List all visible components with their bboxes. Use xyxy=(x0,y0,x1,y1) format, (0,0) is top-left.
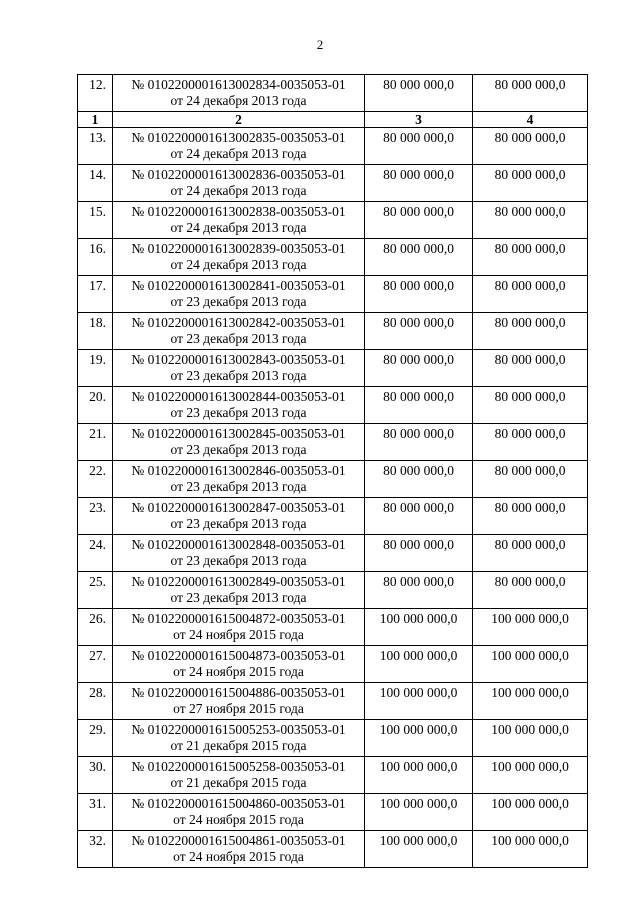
amount-col4: 80 000 000,0 xyxy=(473,498,588,535)
contract-cell xyxy=(113,609,365,646)
contract-cell xyxy=(113,461,365,498)
row-number: 24. xyxy=(78,535,113,572)
table-row xyxy=(78,461,588,498)
contract-cell xyxy=(113,239,365,276)
table-row xyxy=(78,202,588,239)
amount-col4: 100 000 000,0 xyxy=(473,683,588,720)
contract-cell xyxy=(113,128,365,165)
row-number: 19. xyxy=(78,350,113,387)
amount-col3: 100 000 000,0 xyxy=(365,609,473,646)
amount-col4: 80 000 000,0 xyxy=(473,75,588,112)
header-cell: 1 xyxy=(78,112,113,128)
amount-col4: 80 000 000,0 xyxy=(473,350,588,387)
contract-number: № 0102200001615004860-0035053-01 xyxy=(131,796,346,811)
amount-col4: 100 000 000,0 xyxy=(473,646,588,683)
row-number: 26. xyxy=(78,609,113,646)
row-number: 21. xyxy=(78,424,113,461)
contract-cell xyxy=(113,572,365,609)
row-number: 14. xyxy=(78,165,113,202)
amount-col3: 80 000 000,0 xyxy=(365,75,473,112)
contract-date: от 24 декабря 2013 года xyxy=(170,183,307,198)
header-cell: 2 xyxy=(113,112,365,128)
contract-cell xyxy=(113,424,365,461)
contract-cell xyxy=(113,276,365,313)
row-number: 17. xyxy=(78,276,113,313)
header-cell: 3 xyxy=(365,112,473,128)
amount-col3: 100 000 000,0 xyxy=(365,757,473,794)
contract-number: № 0102200001613002842-0035053-01 xyxy=(131,315,346,330)
contract-number: № 0102200001613002846-0035053-01 xyxy=(131,463,346,478)
table-row xyxy=(78,424,588,461)
amount-col3: 80 000 000,0 xyxy=(365,424,473,461)
amount-col3: 100 000 000,0 xyxy=(365,646,473,683)
row-number: 31. xyxy=(78,794,113,831)
row-number: 29. xyxy=(78,720,113,757)
table-row xyxy=(78,276,588,313)
contract-date: от 24 ноября 2015 года xyxy=(173,664,304,679)
contract-cell xyxy=(113,683,365,720)
page-number: 2 xyxy=(316,37,324,52)
row-number: 25. xyxy=(78,572,113,609)
amount-col4: 100 000 000,0 xyxy=(473,831,588,868)
table-row xyxy=(78,609,588,646)
contract-cell xyxy=(113,498,365,535)
amount-col4: 80 000 000,0 xyxy=(473,276,588,313)
amount-col3: 100 000 000,0 xyxy=(365,720,473,757)
table-row xyxy=(78,720,588,757)
row-number: 15. xyxy=(78,202,113,239)
amount-col3: 80 000 000,0 xyxy=(365,461,473,498)
amount-col3: 80 000 000,0 xyxy=(365,387,473,424)
contract-date: от 23 декабря 2013 года xyxy=(170,368,307,383)
contract-number: № 0102200001613002843-0035053-01 xyxy=(131,352,346,367)
contract-number: № 0102200001613002841-0035053-01 xyxy=(131,278,346,293)
amount-col3: 80 000 000,0 xyxy=(365,313,473,350)
contract-number: № 0102200001613002849-0035053-01 xyxy=(131,574,346,589)
contracts-table xyxy=(77,74,588,868)
contract-cell xyxy=(113,313,365,350)
amount-col4: 80 000 000,0 xyxy=(473,461,588,498)
table-row xyxy=(78,75,588,112)
contract-cell xyxy=(113,387,365,424)
table-row xyxy=(78,646,588,683)
table-row xyxy=(78,498,588,535)
table-row xyxy=(78,128,588,165)
amount-col3: 80 000 000,0 xyxy=(365,535,473,572)
contract-number: № 0102200001615004861-0035053-01 xyxy=(131,833,346,848)
row-number: 13. xyxy=(78,128,113,165)
amount-col4: 80 000 000,0 xyxy=(473,202,588,239)
contract-date: от 21 декабря 2015 года xyxy=(170,738,307,753)
contract-number: № 0102200001615005253-0035053-01 xyxy=(131,722,346,737)
table-row xyxy=(78,350,588,387)
contract-date: от 23 декабря 2013 года xyxy=(170,516,307,531)
contract-number: № 0102200001613002844-0035053-01 xyxy=(131,389,346,404)
contract-cell xyxy=(113,831,365,868)
amount-col3: 100 000 000,0 xyxy=(365,683,473,720)
amount-col4: 100 000 000,0 xyxy=(473,720,588,757)
contract-date: от 24 декабря 2013 года xyxy=(170,220,307,235)
contract-date: от 23 декабря 2013 года xyxy=(170,553,307,568)
contract-cell xyxy=(113,75,365,112)
amount-col4: 80 000 000,0 xyxy=(473,387,588,424)
contract-number: № 0102200001613002848-0035053-01 xyxy=(131,537,346,552)
contract-number: № 0102200001613002839-0035053-01 xyxy=(131,241,346,256)
column-number-header xyxy=(78,112,588,128)
row-number: 23. xyxy=(78,498,113,535)
amount-col4: 100 000 000,0 xyxy=(473,757,588,794)
amount-col4: 80 000 000,0 xyxy=(473,535,588,572)
amount-col4: 80 000 000,0 xyxy=(473,424,588,461)
contract-cell xyxy=(113,646,365,683)
contract-date: от 24 декабря 2013 года xyxy=(170,146,307,161)
table-row xyxy=(78,831,588,868)
amount-col3: 80 000 000,0 xyxy=(365,276,473,313)
contract-cell xyxy=(113,535,365,572)
row-number: 18. xyxy=(78,313,113,350)
row-number: 32. xyxy=(78,831,113,868)
table-row xyxy=(78,683,588,720)
table-row xyxy=(78,794,588,831)
amount-col4: 80 000 000,0 xyxy=(473,239,588,276)
amount-col4: 80 000 000,0 xyxy=(473,128,588,165)
amount-col3: 80 000 000,0 xyxy=(365,498,473,535)
contract-cell xyxy=(113,757,365,794)
contract-date: от 27 ноября 2015 года xyxy=(173,701,304,716)
contract-number: № 0102200001615004873-0035053-01 xyxy=(131,648,346,663)
contract-date: от 23 декабря 2013 года xyxy=(170,442,307,457)
contract-number: № 0102200001615005258-0035053-01 xyxy=(131,759,346,774)
amount-col4: 100 000 000,0 xyxy=(473,609,588,646)
contract-cell xyxy=(113,350,365,387)
contract-cell xyxy=(113,165,365,202)
contract-date: от 23 декабря 2013 года xyxy=(170,331,307,346)
amount-col3: 100 000 000,0 xyxy=(365,794,473,831)
table-row xyxy=(78,313,588,350)
contract-number: № 0102200001613002845-0035053-01 xyxy=(131,426,346,441)
contract-number: № 0102200001613002834-0035053-01 xyxy=(131,77,346,92)
table-row xyxy=(78,165,588,202)
amount-col4: 80 000 000,0 xyxy=(473,165,588,202)
row-number: 30. xyxy=(78,757,113,794)
amount-col4: 80 000 000,0 xyxy=(473,313,588,350)
amount-col3: 80 000 000,0 xyxy=(365,350,473,387)
table-body xyxy=(78,75,588,868)
row-number: 28. xyxy=(78,683,113,720)
row-number: 27. xyxy=(78,646,113,683)
header-cell: 4 xyxy=(473,112,588,128)
contract-date: от 23 декабря 2013 года xyxy=(170,479,307,494)
contract-number: № 0102200001615004886-0035053-01 xyxy=(131,685,346,700)
contract-date: от 24 ноября 2015 года xyxy=(173,849,304,864)
contract-number: № 0102200001613002847-0035053-01 xyxy=(131,500,346,515)
contract-date: от 24 ноября 2015 года xyxy=(173,812,304,827)
table-row xyxy=(78,535,588,572)
contract-number: № 0102200001613002838-0035053-01 xyxy=(131,204,346,219)
contract-cell xyxy=(113,202,365,239)
contract-number: № 0102200001613002835-0035053-01 xyxy=(131,130,346,145)
amount-col4: 80 000 000,0 xyxy=(473,572,588,609)
contract-date: от 21 декабря 2015 года xyxy=(170,775,307,790)
amount-col3: 80 000 000,0 xyxy=(365,165,473,202)
contract-date: от 23 декабря 2013 года xyxy=(170,294,307,309)
row-number: 22. xyxy=(78,461,113,498)
contract-number: № 0102200001613002836-0035053-01 xyxy=(131,167,346,182)
table-row xyxy=(78,572,588,609)
row-number: 16. xyxy=(78,239,113,276)
contract-cell xyxy=(113,720,365,757)
contract-date: от 23 декабря 2013 года xyxy=(170,405,307,420)
amount-col3: 80 000 000,0 xyxy=(365,128,473,165)
amount-col3: 100 000 000,0 xyxy=(365,831,473,868)
contract-number: № 0102200001615004872-0035053-01 xyxy=(131,611,346,626)
amount-col3: 80 000 000,0 xyxy=(365,239,473,276)
contract-cell xyxy=(113,794,365,831)
amount-col4: 100 000 000,0 xyxy=(473,794,588,831)
table-row xyxy=(78,387,588,424)
contract-date: от 24 декабря 2013 года xyxy=(170,93,307,108)
amount-col3: 80 000 000,0 xyxy=(365,202,473,239)
table-row xyxy=(78,757,588,794)
table-row xyxy=(78,239,588,276)
contract-date: от 24 декабря 2013 года xyxy=(170,257,307,272)
row-number: 20. xyxy=(78,387,113,424)
contract-date: от 23 декабря 2013 года xyxy=(170,590,307,605)
contract-date: от 24 ноября 2015 года xyxy=(173,627,304,642)
amount-col3: 80 000 000,0 xyxy=(365,572,473,609)
row-number: 12. xyxy=(78,75,113,112)
